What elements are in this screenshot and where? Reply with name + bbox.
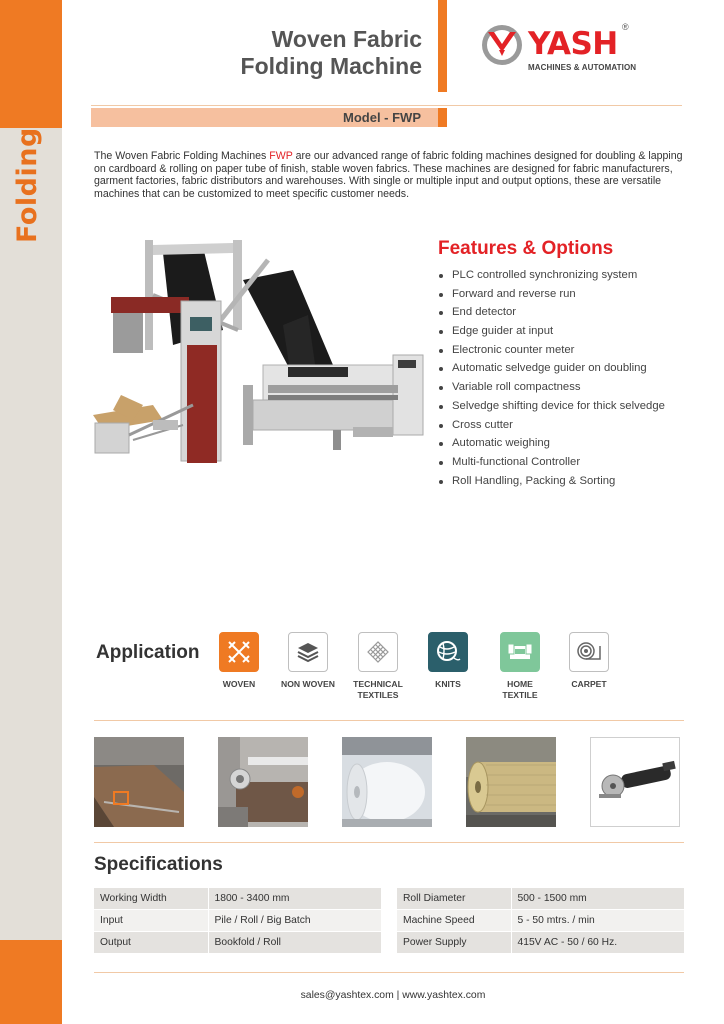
features-title: Features & Options <box>438 238 614 259</box>
model-divider <box>91 105 682 106</box>
feature-item: Roll Handling, Packing & Sorting <box>438 475 665 494</box>
application-label: NON WOVEN <box>281 679 335 689</box>
spec-key: Roll Diameter <box>397 888 511 910</box>
feature-item: Electronic counter meter <box>438 344 665 363</box>
application-label: WOVEN <box>222 679 256 689</box>
spec-key: Output <box>94 931 208 953</box>
photos-divider <box>94 842 684 843</box>
feature-item: Automatic selvedge guider on doubling <box>438 362 665 381</box>
application-label: KNITS <box>435 679 461 689</box>
application-divider <box>94 720 684 721</box>
application-title: Application <box>96 642 200 663</box>
spec-value: 500 - 1500 mm <box>511 888 684 910</box>
header-divider <box>438 0 447 92</box>
woven-icon <box>219 632 259 672</box>
spec-key: Input <box>94 910 208 932</box>
model-tab <box>438 108 447 127</box>
intro-paragraph <box>94 150 684 200</box>
feature-item: Selvedge shifting device for thick selvedge <box>438 400 665 419</box>
footer-divider <box>94 972 684 973</box>
application-label: CARPET <box>571 679 607 689</box>
table-row <box>397 931 684 953</box>
application-non-woven <box>273 632 343 690</box>
features-list <box>438 269 665 493</box>
table-row <box>94 910 381 932</box>
page-title-line2: Folding Machine <box>240 53 422 79</box>
feature-item: PLC controlled synchronizing system <box>438 269 665 288</box>
footer-contact: sales@yashtex.com | www.yashtex.com <box>300 990 486 1001</box>
feature-item: Multi-functional Controller <box>438 456 665 475</box>
spec-key: Working Width <box>94 888 208 910</box>
application-carpet <box>554 632 624 690</box>
photo-white-roll <box>342 737 432 827</box>
logo-mark-icon <box>480 22 524 68</box>
page-title <box>241 26 422 80</box>
technical-textiles-icon <box>358 632 398 672</box>
specifications-table-left <box>94 888 381 954</box>
spec-key: Power Supply <box>397 931 511 953</box>
spec-value: 1800 - 3400 mm <box>208 888 381 910</box>
carpet-icon <box>569 632 609 672</box>
photo-fabric-folding <box>94 737 184 827</box>
knits-icon <box>428 632 468 672</box>
photo-fabric-rollers <box>218 737 308 827</box>
sidebar <box>0 0 62 1024</box>
application-home-textile <box>485 632 555 700</box>
feature-item: End detector <box>438 306 665 325</box>
spec-value: Pile / Roll / Big Batch <box>208 910 381 932</box>
spec-key: Machine Speed <box>397 910 511 932</box>
sidebar-bottom-accent <box>0 940 62 1024</box>
machine-image <box>93 235 435 475</box>
brand-name: YASH <box>528 26 618 62</box>
table-row <box>94 888 381 910</box>
spec-value: 5 - 50 mtrs. / min <box>511 910 684 932</box>
category-label: Folding <box>12 127 43 243</box>
feature-item: Automatic weighing <box>438 437 665 456</box>
brand-tagline: MACHINES & AUTOMATION <box>528 63 637 72</box>
application-label: TECHNICAL TEXTILES <box>353 679 403 700</box>
page-title-line1: Woven Fabric <box>271 26 422 52</box>
sidebar-top-accent <box>0 0 62 128</box>
application-label: HOME TEXTILE <box>502 679 538 700</box>
model-code: FWP <box>269 150 293 162</box>
table-row <box>94 931 381 953</box>
registered-mark: ® <box>622 22 629 32</box>
non-woven-icon <box>288 632 328 672</box>
table-row <box>397 888 684 910</box>
intro-text-end: are our advanced range of fabric folding machines designed for doubling & lapping on cardboard & rolling on paper tube of finish, stable woven fabrics. These machines are designed for fabric manufacturers, garment factories, fabric distributors and warehouses. With single or multiple input and output options, these are versatile machines that can be customized to meet specific customer needs. <box>94 150 683 200</box>
feature-item: Cross cutter <box>438 419 665 438</box>
specifications-table-right <box>397 888 684 954</box>
intro-text-start: The Woven Fabric Folding Machines <box>94 150 270 162</box>
model-label: Model - FWP <box>343 110 421 125</box>
yash-logo <box>480 22 650 78</box>
table-row <box>397 910 684 932</box>
home-textile-icon <box>500 632 540 672</box>
spec-value: 415V AC - 50 / 60 Hz. <box>511 931 684 953</box>
specifications-title: Specifications <box>94 854 223 875</box>
application-technical-textiles <box>343 632 413 700</box>
photo-cutter-tool <box>590 737 680 827</box>
model-bar <box>91 108 439 127</box>
feature-item: Variable roll compactness <box>438 381 665 400</box>
feature-item: Forward and reverse run <box>438 288 665 307</box>
photo-mesh-roll <box>466 737 556 827</box>
feature-item: Edge guider at input <box>438 325 665 344</box>
spec-value: Bookfold / Roll <box>208 931 381 953</box>
application-knits <box>413 632 483 690</box>
application-woven <box>204 632 274 690</box>
